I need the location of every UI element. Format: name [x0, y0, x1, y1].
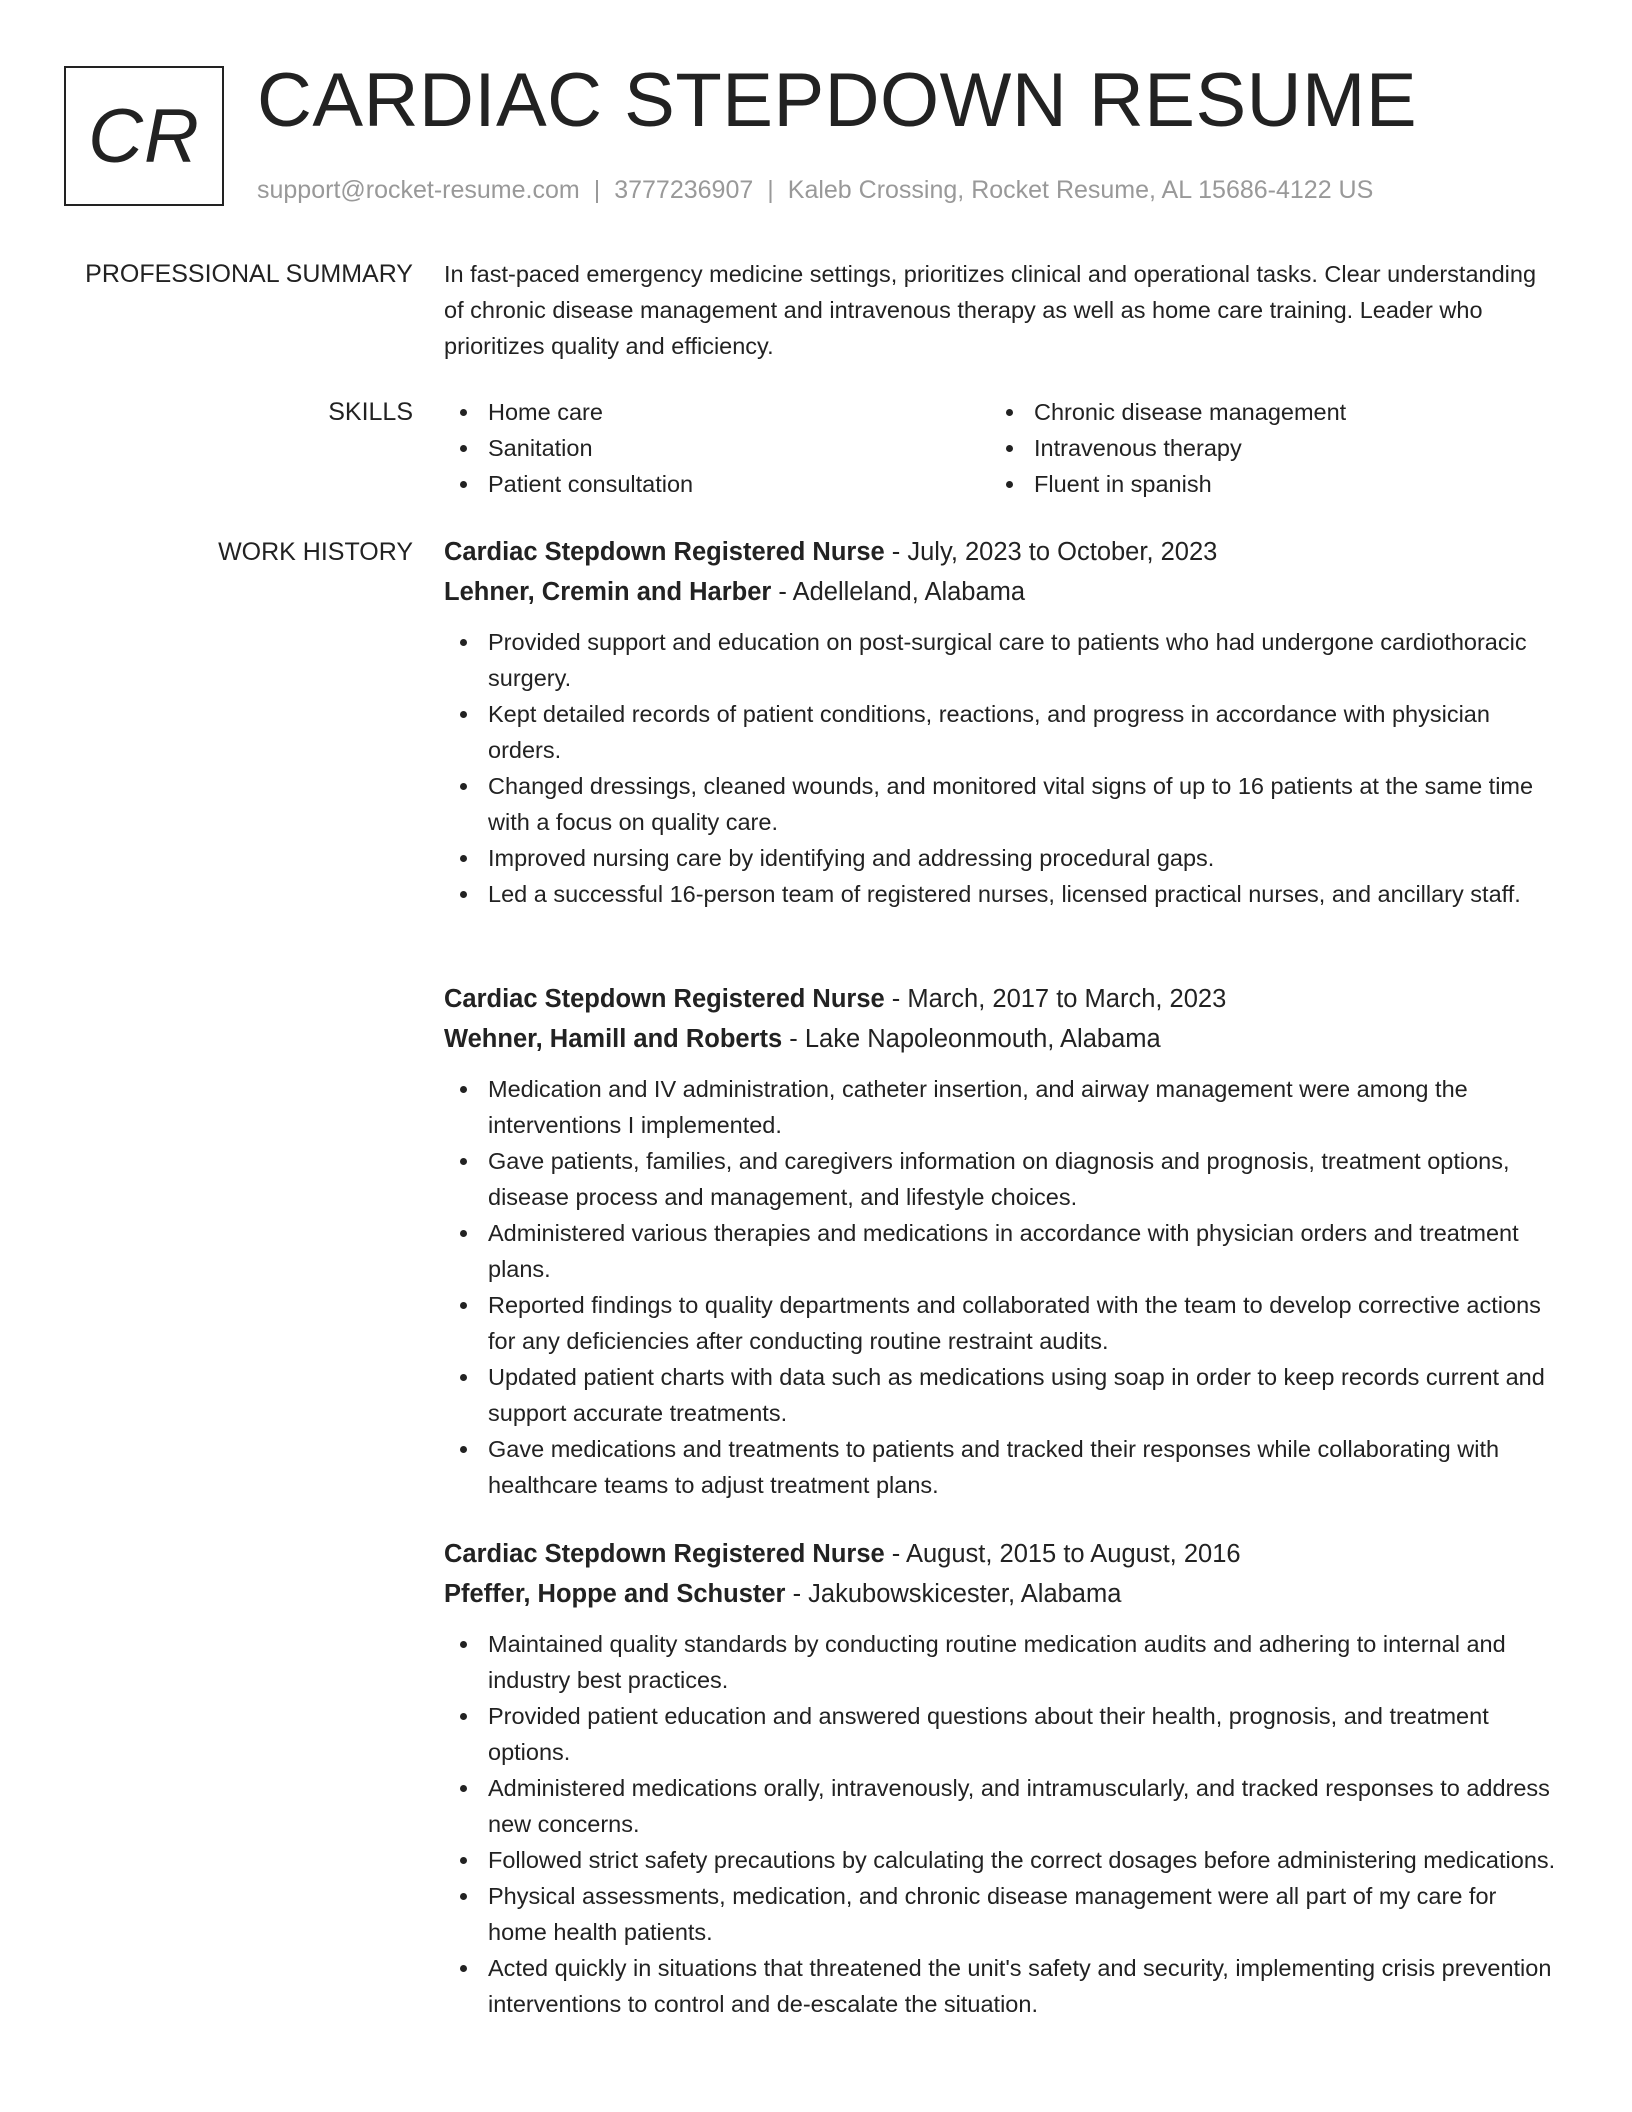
job-bullet: Improved nursing care by identifying and addressing procedural gaps. [444, 840, 1556, 876]
job-bullet: Physical assessments, medication, and chronic disease management were all part of my care for home health patients. [444, 1878, 1556, 1950]
skill-item: Patient consultation [444, 466, 990, 502]
job-dates: - August, 2015 to August, 2016 [884, 1540, 1241, 1568]
job-bullet: Administered medications orally, intravenously, and intramuscularly, and tracked responses to address new concerns. [444, 1770, 1556, 1842]
job-bullet: Provided support and education on post-surgical care to patients who had undergone cardiothoracic surgery. [444, 624, 1556, 696]
job-bullet: Changed dressings, cleaned wounds, and monitored vital signs of up to 16 patients at the same time with a focus on quality care. [444, 768, 1556, 840]
skills-column-right [990, 394, 1536, 502]
job-title-line [444, 532, 1556, 572]
job-bullet: Acted quickly in situations that threatened the unit's safety and security, implementing crisis prevention interventions to control and de-escalate the situation. [444, 1950, 1556, 2022]
job-bullets [444, 1071, 1556, 1503]
job-company: Pfeffer, Hoppe and Schuster [444, 1580, 786, 1608]
job-location: - Lake Napoleonmouth, Alabama [782, 1025, 1161, 1053]
job-bullet: Followed strict safety precautions by calculating the correct dosages before administering medications. [444, 1842, 1556, 1878]
job-company-line [444, 1019, 1556, 1059]
skill-item: Sanitation [444, 430, 990, 466]
job-location: - Adelleland, Alabama [771, 578, 1026, 606]
job-bullet: Gave medications and treatments to patients and tracked their responses while collaborating with healthcare teams to adjust treatment plans. [444, 1431, 1556, 1503]
job-company: Wehner, Hamill and Roberts [444, 1025, 783, 1053]
skill-item: Fluent in spanish [990, 466, 1536, 502]
contact-line [257, 174, 1373, 206]
resume-title: CARDIAC STEPDOWN RESUME [257, 58, 1418, 143]
job-bullet: Kept detailed records of patient conditions, reactions, and progress in accordance with physician orders. [444, 696, 1556, 768]
job-bullet: Updated patient charts with data such as medications using soap in order to keep records current and support accurate treatments. [444, 1359, 1556, 1431]
summary-text: In fast-paced emergency medicine settings, prioritizes clinical and operational tasks. Clear understanding of chronic disease management and intravenous therapy as well as home care training. Leader who prioritizes quality and efficiency. [444, 261, 1537, 359]
job-title: Cardiac Stepdown Registered Nurse [444, 985, 885, 1013]
job-dates: - March, 2017 to March, 2023 [884, 985, 1227, 1013]
section-label-skills: SKILLS [328, 398, 413, 426]
job-title-line [444, 979, 1556, 1019]
job-bullets [444, 1626, 1556, 2022]
skills-column-left [444, 394, 990, 502]
skill-item: Chronic disease management [990, 394, 1536, 430]
job-bullet: Led a successful 16-person team of registered nurses, licensed practical nurses, and ancillary staff. [444, 876, 1556, 912]
job-title: Cardiac Stepdown Registered Nurse [444, 538, 885, 566]
job-bullet: Administered various therapies and medications in accordance with physician orders and treatment plans. [444, 1215, 1556, 1287]
contact-phone: 3777236907 [614, 176, 754, 204]
job-bullet: Maintained quality standards by conducting routine medication audits and adhering to internal and industry best practices. [444, 1626, 1556, 1698]
job-dates: - July, 2023 to October, 2023 [884, 538, 1218, 566]
job-company-line [444, 572, 1556, 612]
section-label-summary: PROFESSIONAL SUMMARY [85, 260, 413, 288]
job-bullet: Gave patients, families, and caregivers information on diagnosis and prognosis, treatment options, disease process and management, and lifestyle choices. [444, 1143, 1556, 1215]
skill-item: Intravenous therapy [990, 430, 1536, 466]
job-bullet: Provided patient education and answered questions about their health, prognosis, and treatment options. [444, 1698, 1556, 1770]
job-entry [444, 979, 1556, 1503]
job-bullet: Reported findings to quality departments and collaborated with the team to develop corrective actions for any deficiencies after conducting routine restraint audits. [444, 1287, 1556, 1359]
job-entry [444, 532, 1556, 912]
skills-list [444, 394, 1556, 502]
job-bullet: Medication and IV administration, catheter insertion, and airway management were among the interventions I implemented. [444, 1071, 1556, 1143]
job-location: - Jakubowskicester, Alabama [785, 1580, 1122, 1608]
section-label-work-history: WORK HISTORY [218, 538, 413, 566]
monogram-badge: CR [64, 66, 224, 206]
job-entry [444, 1534, 1556, 2022]
job-bullets [444, 624, 1556, 912]
job-title: Cardiac Stepdown Registered Nurse [444, 1540, 885, 1568]
contact-separator: | [767, 176, 774, 204]
job-company: Lehner, Cremin and Harber [444, 578, 772, 606]
contact-separator: | [593, 176, 601, 204]
job-company-line [444, 1574, 1556, 1614]
job-title-line [444, 1534, 1556, 1574]
contact-address: Kaleb Crossing, Rocket Resume, AL 15686-4122 US [787, 176, 1374, 204]
skill-item: Home care [444, 394, 990, 430]
contact-email: support@rocket-resume.com [257, 176, 580, 204]
